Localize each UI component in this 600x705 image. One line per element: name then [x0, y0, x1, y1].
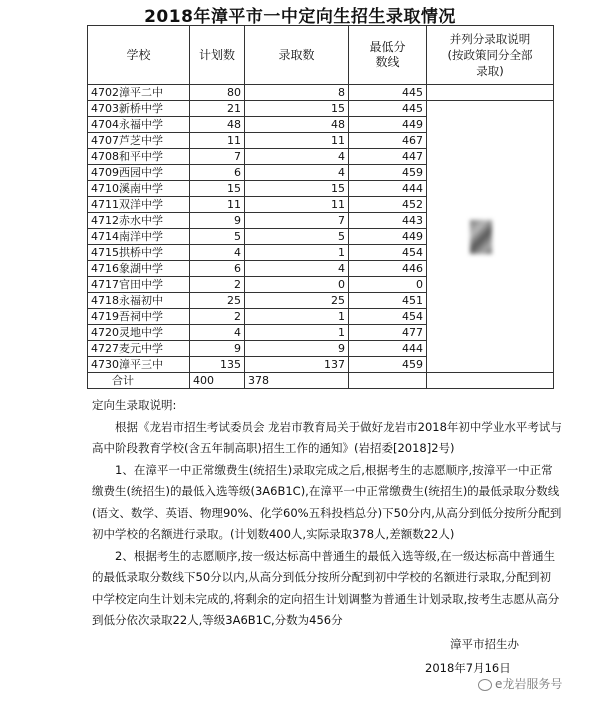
- header-note-line1: 并列分录取说明: [449, 32, 531, 46]
- school-cell: 4720灵地中学: [88, 325, 190, 341]
- school-cell: 4709西园中学: [88, 165, 190, 181]
- min-score-cell: 451: [349, 293, 427, 309]
- explanation-paragraph-1: 根据《龙岩市招生考试委员会 龙岩市教育局关于做好龙岩市2018年初中学业水平考试与高中阶段教育学校(含五年制高职)招生工作的通知》(岩招委[2018]2号): [92, 419, 562, 455]
- plan-cell: 9: [190, 213, 245, 229]
- header-admitted: 录取数: [245, 26, 349, 85]
- school-cell: 4708和平中学: [88, 149, 190, 165]
- explanation-paragraph-2: 1、在漳平一中正常缴费生(统招生)录取完成之后,根据考生的志愿顺序,按漳平一中正常缴费生(统招生)的最低入选等级(3A6B1C),在漳平一中正常缴费生(统招生)的最低录取分数线(语文、数学、英语、物理90%、化学60%五科投档总分)下50分内,从高分到低分按所分配到初中学校的名额进行录取。(计划数400人,实际录取378人,差额数22人): [92, 462, 562, 541]
- table-header-row: [88, 26, 554, 85]
- header-plan: 计划数: [190, 26, 245, 85]
- plan-cell: 48: [190, 117, 245, 133]
- total-plan: 400: [190, 373, 245, 389]
- admitted-cell: 1: [245, 245, 349, 261]
- school-cell: 4707芦芝中学: [88, 133, 190, 149]
- school-cell: 4730漳平三中: [88, 357, 190, 373]
- total-row: [88, 373, 554, 389]
- min-score-cell: 452: [349, 197, 427, 213]
- min-score-cell: 467: [349, 133, 427, 149]
- min-score-cell: 447: [349, 149, 427, 165]
- table-body: [88, 85, 554, 373]
- explanation-heading: 定向生录取说明:: [92, 398, 177, 412]
- blurred-mark: [470, 220, 492, 254]
- table-row: [88, 85, 554, 101]
- school-cell: 4712赤水中学: [88, 213, 190, 229]
- school-cell: 4702漳平二中: [88, 85, 190, 101]
- explanation-text: [92, 395, 562, 632]
- admitted-cell: 15: [245, 181, 349, 197]
- min-score-cell: 445: [349, 85, 427, 101]
- header-min-score-line2: 数线: [375, 55, 400, 69]
- signature: 漳平市招生办: [450, 637, 519, 651]
- plan-cell: 25: [190, 293, 245, 309]
- min-score-cell: 454: [349, 245, 427, 261]
- school-cell: 4715拱桥中学: [88, 245, 190, 261]
- school-cell: 4711双洋中学: [88, 197, 190, 213]
- admitted-cell: 0: [245, 277, 349, 293]
- school-cell: 4714南洋中学: [88, 229, 190, 245]
- explanation-paragraph-3: 2、根据考生的志愿顺序,按一级达标高中普通生的最低入选等级,在一级达标高中普通生的最低录取分数线下50分以内,从高分到低分按所分配到初中学校的名额进行录取,分配到初中学校定向生计划未完成的,将剩余的定向招生计划调整为普通生计划录取,按考生志愿从高分到低分依次录取22人,等级3A6B1C,分数为456分: [92, 548, 560, 627]
- admitted-cell: 4: [245, 149, 349, 165]
- school-cell: 4717官田中学: [88, 277, 190, 293]
- plan-cell: 6: [190, 261, 245, 277]
- plan-cell: 80: [190, 85, 245, 101]
- admitted-cell: 137: [245, 357, 349, 373]
- min-score-cell: 445: [349, 101, 427, 117]
- school-cell: 4727麦元中学: [88, 341, 190, 357]
- wechat-icon: [478, 679, 492, 691]
- min-score-cell: 459: [349, 357, 427, 373]
- school-cell: 4718永福初中: [88, 293, 190, 309]
- min-score-cell: 459: [349, 165, 427, 181]
- school-cell: 4703新桥中学: [88, 101, 190, 117]
- min-score-cell: 449: [349, 229, 427, 245]
- page-title: 2018年漳平市一中定向生招生录取情况: [144, 7, 456, 27]
- min-score-cell: 454: [349, 309, 427, 325]
- plan-cell: 4: [190, 245, 245, 261]
- note-cell-blurred: [427, 101, 554, 373]
- total-admitted: 378: [245, 373, 349, 389]
- plan-cell: 2: [190, 277, 245, 293]
- min-score-cell: 444: [349, 341, 427, 357]
- total-note-empty: [427, 373, 554, 389]
- plan-cell: 11: [190, 197, 245, 213]
- admitted-cell: 4: [245, 261, 349, 277]
- school-cell: 4710溪南中学: [88, 181, 190, 197]
- admitted-cell: 5: [245, 229, 349, 245]
- admitted-cell: 4: [245, 165, 349, 181]
- plan-cell: 4: [190, 325, 245, 341]
- header-note-line3: 录取): [476, 64, 504, 78]
- watermark: [478, 675, 562, 692]
- header-school: 学校: [88, 26, 190, 85]
- note-cell: [427, 85, 554, 101]
- min-score-cell: 443: [349, 213, 427, 229]
- school-cell: 4704永福中学: [88, 117, 190, 133]
- watermark-text: e龙岩服务号: [495, 677, 563, 691]
- admitted-cell: 1: [245, 309, 349, 325]
- min-score-cell: 0: [349, 277, 427, 293]
- plan-cell: 2: [190, 309, 245, 325]
- admitted-cell: 11: [245, 197, 349, 213]
- plan-cell: 11: [190, 133, 245, 149]
- plan-cell: 6: [190, 165, 245, 181]
- min-score-cell: 477: [349, 325, 427, 341]
- date: 2018年7月16日: [425, 661, 511, 675]
- total-label: 合计: [88, 373, 190, 389]
- header-note: [427, 26, 554, 85]
- header-min-score: [349, 26, 427, 85]
- min-score-cell: 444: [349, 181, 427, 197]
- plan-cell: 15: [190, 181, 245, 197]
- min-score-cell: 449: [349, 117, 427, 133]
- school-cell: 4719吾祠中学: [88, 309, 190, 325]
- header-min-score-line1: 最低分: [369, 40, 406, 54]
- plan-cell: 21: [190, 101, 245, 117]
- admission-table: [87, 25, 554, 389]
- plan-cell: 7: [190, 149, 245, 165]
- admitted-cell: 7: [245, 213, 349, 229]
- header-note-line2: (按政策同分全部: [447, 48, 533, 62]
- min-score-cell: 446: [349, 261, 427, 277]
- plan-cell: 9: [190, 341, 245, 357]
- admitted-cell: 48: [245, 117, 349, 133]
- plan-cell: 135: [190, 357, 245, 373]
- school-cell: 4716象湖中学: [88, 261, 190, 277]
- total-min-empty: [349, 373, 427, 389]
- admitted-cell: 25: [245, 293, 349, 309]
- admitted-cell: 8: [245, 85, 349, 101]
- admitted-cell: 9: [245, 341, 349, 357]
- admitted-cell: 11: [245, 133, 349, 149]
- plan-cell: 5: [190, 229, 245, 245]
- admitted-cell: 15: [245, 101, 349, 117]
- admitted-cell: 1: [245, 325, 349, 341]
- table-row: [88, 101, 554, 117]
